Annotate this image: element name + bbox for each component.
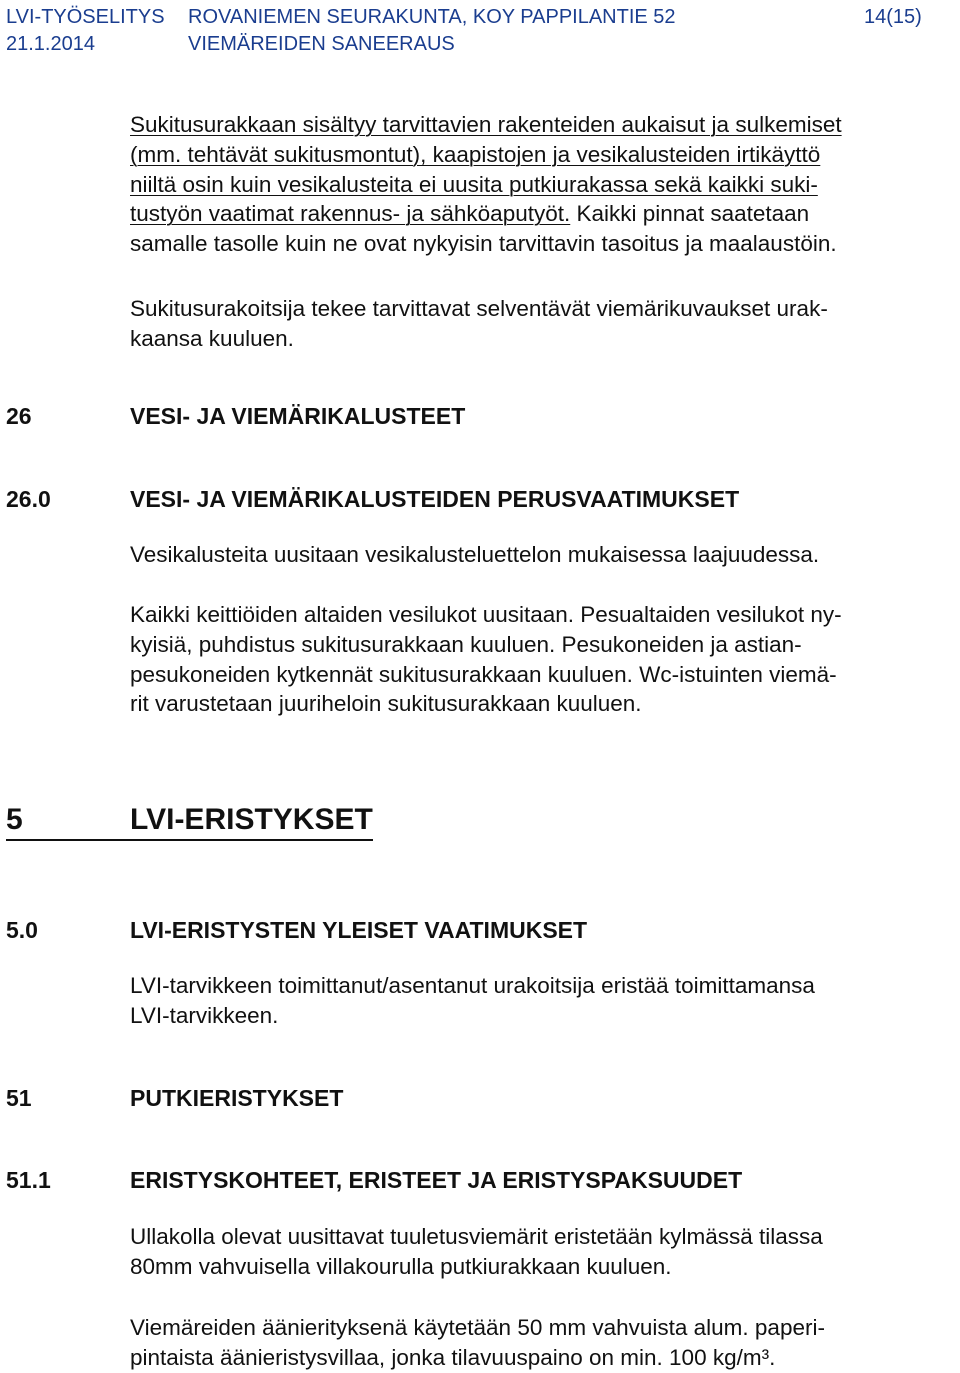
- chapter-title: LVI-ERISTYKSET: [130, 803, 373, 836]
- intro-line: kaansa kuuluen.: [130, 325, 294, 351]
- intro-paragraph-2: [130, 294, 952, 354]
- header-document-title: LVI-TYÖSELITYS: [6, 6, 165, 28]
- intro-paragraph: [130, 110, 952, 259]
- section-number: 51: [6, 1085, 32, 1111]
- intro-line: Sukitusurakkaan sisältyy tarvittavien rakenteiden aukaisut ja sulkemiset: [130, 112, 842, 137]
- sec51-1-paragraph-1: [130, 1222, 952, 1282]
- header-page-number: 14(15): [864, 6, 922, 28]
- header-subproject: VIEMÄREIDEN SANEERAUS: [188, 33, 455, 55]
- header-date: 21.1.2014: [6, 33, 95, 55]
- body-line: Vesikalusteita uusitaan vesikalusteluettelon mukaisessa laajuudessa.: [130, 542, 820, 567]
- section-number: 5.0: [6, 917, 38, 943]
- chapter-number: 5: [6, 803, 23, 836]
- section-title: VESI- JA VIEMÄRIKALUSTEET: [130, 403, 466, 429]
- body-line: LVI-tarvikkeen.: [130, 1002, 279, 1028]
- sec26-0-paragraph-1: [130, 540, 952, 570]
- section-heading-5-0: [6, 915, 587, 945]
- section-heading-26-0: [6, 484, 739, 514]
- chapter-heading-5: [6, 802, 373, 841]
- body-line: 80mm vahvuisella villakourulla putkiurakkaan kuuluen.: [130, 1253, 672, 1279]
- body-line: LVI-tarvikkeen toimittanut/asentanut urakoitsija eristää toimittamansa: [130, 973, 815, 998]
- sec26-0-paragraph-2: [130, 600, 952, 719]
- section-title: VESI- JA VIEMÄRIKALUSTEIDEN PERUSVAATIMUKSET: [130, 486, 740, 512]
- sec51-1-paragraph-2: [130, 1313, 952, 1373]
- intro-line: (mm. tehtävät sukitusmontut), kaapistojen ja vesikalusteiden irtikäyttö: [130, 141, 821, 167]
- body-line: pintaista äänieristysvillaa, jonka tilavuuspaino on min. 100 kg/m³.: [130, 1344, 776, 1370]
- intro-line: samalle tasolle kuin ne ovat nykyisin tarvittavin tasoitus ja maalaustöin.: [130, 231, 837, 257]
- section-heading-26: [6, 401, 465, 431]
- intro-line-underlined-part: tustyön vaatimat rakennus- ja sähköaputyöt.: [130, 201, 571, 227]
- sec5-0-paragraph: [130, 971, 952, 1031]
- header-project: ROVANIEMEN SEURAKUNTA, KOY PAPPILANTIE 52: [188, 6, 676, 28]
- body-line: rit varustetaan juuriheloin sukitusurakkaan kuuluen.: [130, 691, 642, 717]
- section-number: 51.1: [6, 1167, 51, 1193]
- section-number: 26: [6, 403, 32, 429]
- section-heading-51: [6, 1083, 343, 1113]
- section-heading-51-1: [6, 1165, 742, 1195]
- body-line: Kaikki keittiöiden altaiden vesilukot uusitaan. Pesualtaiden vesilukot ny-: [130, 602, 842, 627]
- intro-line: Sukitusurakoitsija tekee tarvittavat selventävät viemärikuvaukset urak-: [130, 296, 828, 321]
- section-title: LVI-ERISTYSTEN YLEISET VAATIMUKSET: [130, 917, 588, 943]
- intro-line: [130, 199, 952, 229]
- intro-line-rest: Kaikki pinnat saatetaan: [570, 201, 810, 227]
- body-line: kyisiä, puhdistus sukitusurakkaan kuuluen. Pesukoneiden ja astian-: [130, 631, 802, 657]
- section-number: 26.0: [6, 486, 51, 512]
- section-title: ERISTYSKOHTEET, ERISTEET JA ERISTYSPAKSUUDET: [130, 1167, 743, 1193]
- intro-line: niiltä osin kuin vesikalusteita ei uusita putkiurakassa sekä kaikki suki-: [130, 171, 818, 197]
- body-line: Viemäreiden äänierityksenä käytetään 50 mm vahvuista alum. paperi-: [130, 1315, 825, 1340]
- body-line: pesukoneiden kytkennät sukitusurakkaan kuuluen. Wc-istuinten viemä-: [130, 661, 837, 687]
- section-title: PUTKIERISTYKSET: [130, 1085, 344, 1111]
- body-line: Ullakolla olevat uusittavat tuuletusviemärit eristetään kylmässä tilassa: [130, 1224, 823, 1249]
